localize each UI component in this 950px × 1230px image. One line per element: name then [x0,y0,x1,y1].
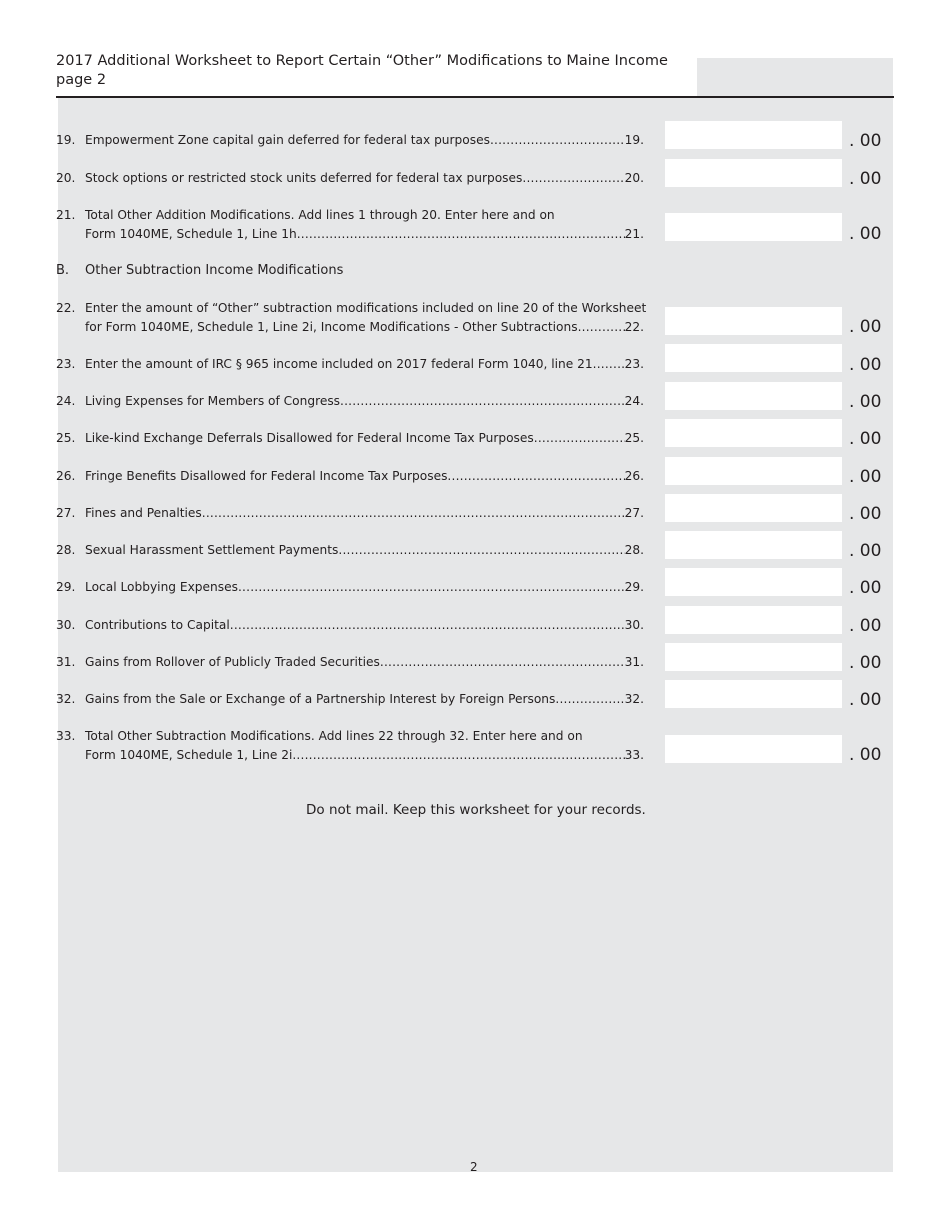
line-description: Form 1040ME, Schedule 1, Line 2i [85,748,293,762]
line-reference: 24. [624,394,644,408]
amount-field-22[interactable] [665,307,842,335]
line-reference: 22. [624,320,644,334]
line-number: 28. [56,543,76,557]
line-description-first: Total Other Addition Modifications. Add lines 1 through 20. Enter here and on [85,208,555,222]
line-number: 33. [56,729,76,743]
cents-label: . 00 [849,578,882,598]
line-description: for Form 1040ME, Schedule 1, Line 2i, Income Modifications - Other Subtractions [85,320,578,334]
line-number: 22. [56,301,76,315]
line-22 [56,299,647,337]
line-reference: 31. [624,655,644,669]
line-number: 31. [56,655,76,669]
line-28 [56,541,644,560]
section-b-heading: B. Other Subtraction Income Modifications [56,263,344,278]
line-number: 23. [56,357,76,371]
line-25 [56,429,644,448]
line-reference: 33. [624,748,644,762]
line-number: 32. [56,692,76,706]
line-number: 29. [56,580,76,594]
page-label: page 2 [56,72,107,88]
line-reference: 20. [624,171,644,185]
line-description-first: Enter the amount of “Other” subtraction modifications included on line 20 of the Worksheet [85,301,647,315]
cents-label: . 00 [849,131,882,151]
line-reference: 28. [624,543,644,557]
cents-label: . 00 [849,429,882,449]
line-description: Fines and Penalties [85,506,202,520]
line-description: Gains from Rollover of Publicly Traded Securities [85,655,380,669]
line-31 [56,653,644,672]
line-description: Contributions to Capital [85,618,230,632]
line-number: 30. [56,618,76,632]
line-reference: 32. [624,692,644,706]
page-number: 2 [470,1160,478,1174]
line-30 [56,616,644,635]
line-number: 26. [56,469,76,483]
amount-field-19[interactable] [665,121,842,149]
line-description-first: Total Other Subtraction Modifications. Add lines 22 through 32. Enter here and on [85,729,583,743]
cents-label: . 00 [849,616,882,636]
cents-label: . 00 [849,467,882,487]
line-24 [56,392,644,411]
line-description: Living Expenses for Members of Congress [85,394,341,408]
line-number: 19. [56,133,76,147]
line-32 [56,690,644,709]
line-reference: 21. [624,227,644,241]
cents-label: . 00 [849,317,882,337]
line-27 [56,504,644,523]
amount-field-21[interactable] [665,213,842,241]
amount-field-31[interactable] [665,643,842,671]
amount-field-25[interactable] [665,419,842,447]
line-20 [56,169,644,188]
amount-field-29[interactable] [665,568,842,596]
line-description: Stock options or restricted stock units deferred for federal tax purposes [85,171,523,185]
cents-label: . 00 [849,169,882,189]
line-number: 25. [56,431,76,445]
line-number: 27. [56,506,76,520]
line-reference: 30. [624,618,644,632]
line-number: 20. [56,171,76,185]
line-description: Gains from the Sale or Exchange of a Partnership Interest by Foreign Persons [85,692,556,706]
amount-field-26[interactable] [665,457,842,485]
amount-field-20[interactable] [665,159,842,187]
line-description: Empowerment Zone capital gain deferred for federal tax purposes [85,133,490,147]
line-number: 21. [56,208,76,222]
line-description: Fringe Benefits Disallowed for Federal Income Tax Purposes [85,469,448,483]
cents-label: . 00 [849,690,882,710]
amount-field-24[interactable] [665,382,842,410]
cents-label: . 00 [849,504,882,524]
line-reference: 27. [624,506,644,520]
cents-label: . 00 [849,653,882,673]
line-description: Form 1040ME, Schedule 1, Line 1h [85,227,297,241]
cents-label: . 00 [849,224,882,244]
line-reference: 19. [624,133,644,147]
line-reference: 25. [624,431,644,445]
line-29 [56,578,644,597]
amount-field-28[interactable] [665,531,842,559]
amount-field-32[interactable] [665,680,842,708]
cents-label: . 00 [849,355,882,375]
line-21 [56,206,644,244]
line-reference: 29. [624,580,644,594]
line-reference: 23. [624,357,644,371]
cents-label: . 00 [849,392,882,412]
amount-field-33[interactable] [665,735,842,763]
footer-note: Do not mail. Keep this worksheet for your records. [306,802,646,818]
amount-field-23[interactable] [665,344,842,372]
line-description: Sexual Harassment Settlement Payments [85,543,339,557]
line-33 [56,727,644,765]
cents-label: . 00 [849,745,882,765]
line-description: Enter the amount of IRC § 965 income included on 2017 federal Form 1040, line 21 [85,357,593,371]
amount-field-30[interactable] [665,606,842,634]
amount-field-27[interactable] [665,494,842,522]
header-divider [56,96,894,98]
cents-label: . 00 [849,541,882,561]
line-number: 24. [56,394,76,408]
line-description: Like-kind Exchange Deferrals Disallowed for Federal Income Tax Purposes [85,431,534,445]
line-19 [56,131,644,150]
line-26 [56,467,644,486]
line-description: Local Lobbying Expenses [85,580,238,594]
line-23 [56,355,644,374]
line-reference: 26. [624,469,644,483]
form-title: 2017 Additional Worksheet to Report Certain “Other” Modifications to Maine Income [56,53,668,69]
